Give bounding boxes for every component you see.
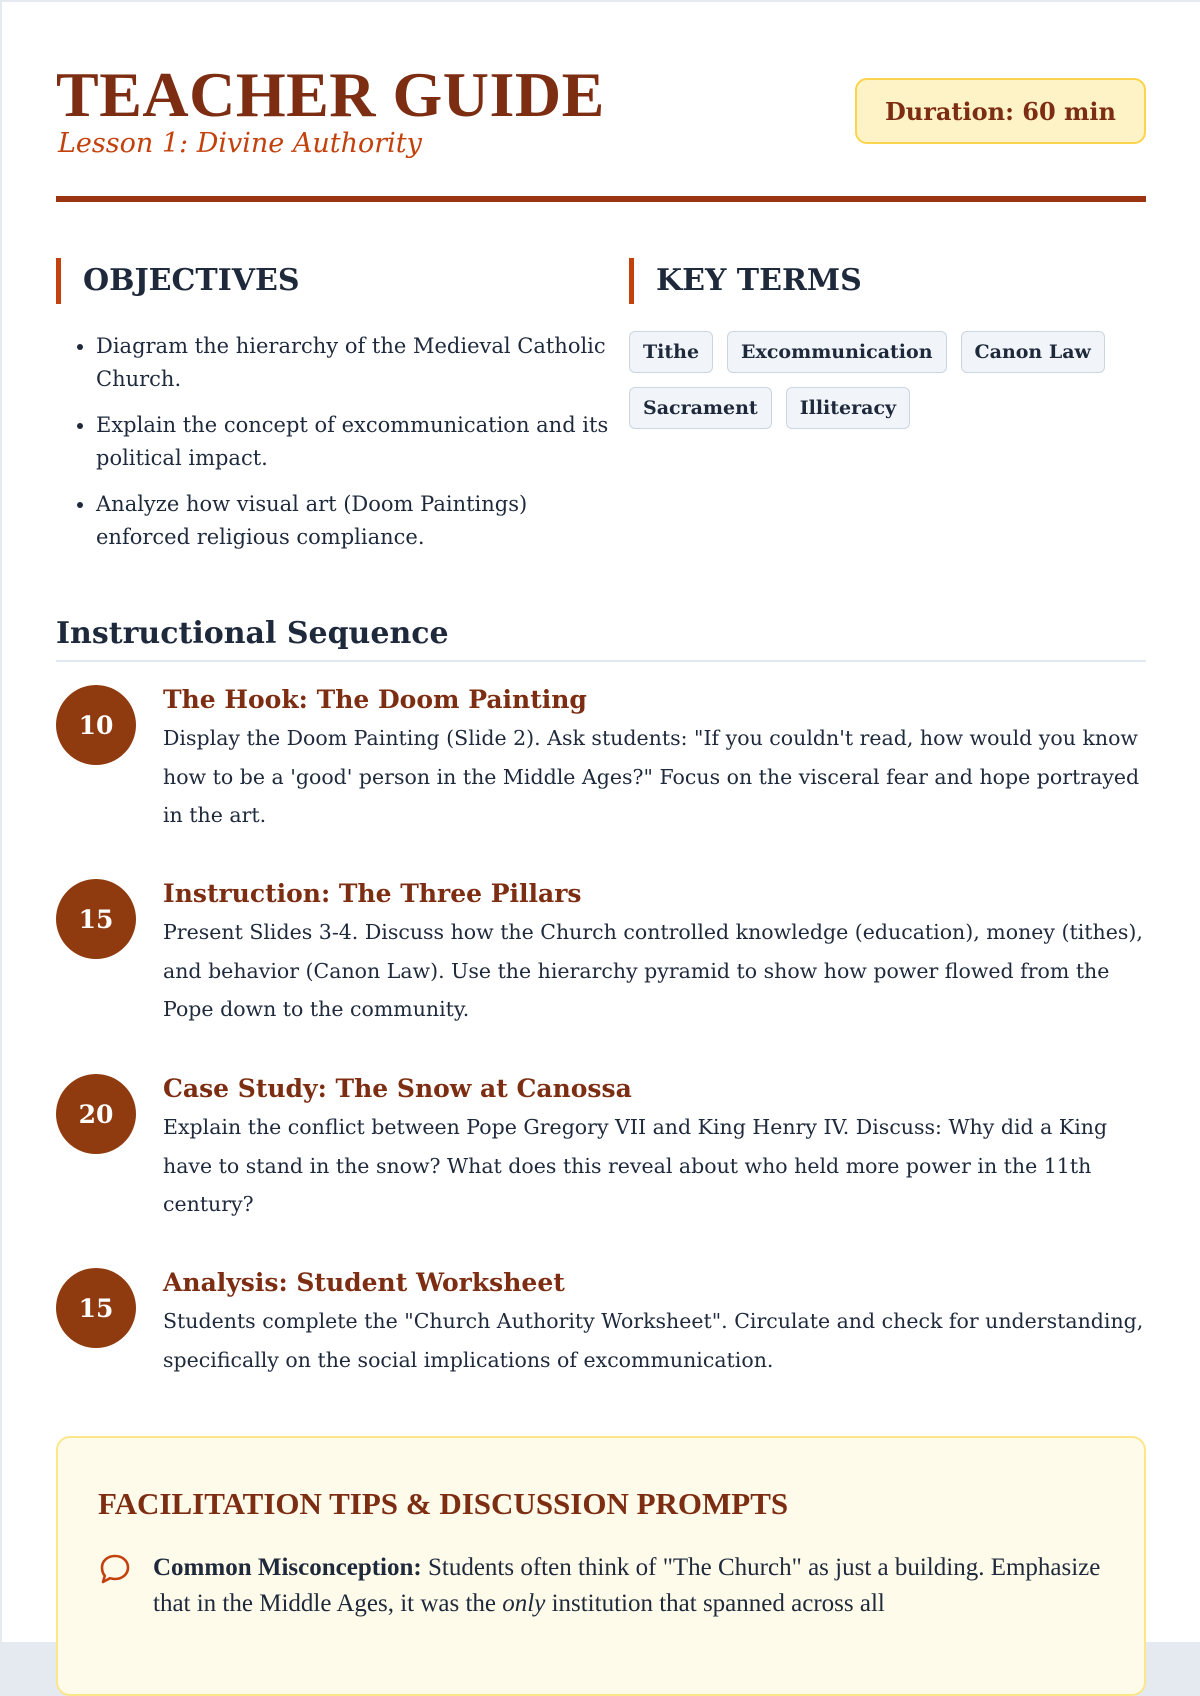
objectives-list	[66, 330, 616, 567]
step-minutes-badge: 10	[56, 685, 136, 765]
teacher-guide-page	[2, 2, 1200, 1642]
objective-item: • Diagram the hierarchy of the Medieval Catholic Church.	[96, 330, 616, 396]
tip-body: Students often think of "The Church" as just a building. Emphasize that in the Middle Ages, it was the	[153, 1554, 1101, 1617]
speech-bubble-icon	[98, 1552, 132, 1586]
tip-emphasis: only	[502, 1590, 546, 1617]
key-term-tag: Excommunication	[727, 331, 946, 373]
tip-text	[153, 1550, 1108, 1622]
lesson-subtitle: Lesson 1: Divine Authority	[58, 128, 422, 159]
page-title: TEACHER GUIDE	[56, 59, 605, 130]
sequence-heading: Instructional Sequence	[56, 614, 1146, 662]
facilitation-tips-box	[56, 1436, 1146, 1696]
key-terms-heading: KEY TERMS	[629, 258, 862, 304]
duration-badge: Duration: 60 min	[855, 78, 1146, 144]
key-term-tag: Canon Law	[961, 331, 1105, 373]
step-text: Present Slides 3-4. Discuss how the Church controlled knowledge (education), money (tithes), and behavior (Canon Law). Use the hierarchy pyramid to show how power flowed from the Pope down to the community.	[163, 920, 1143, 1021]
tip-label: Common Misconception:	[153, 1554, 422, 1581]
objective-item: • Analyze how visual art (Doom Paintings) enforced religious compliance.	[96, 488, 616, 554]
step-title: Analysis: Student Worksheet	[163, 1268, 565, 1297]
key-term-tag: Sacrament	[629, 387, 772, 429]
key-term-tag: Illiteracy	[786, 387, 910, 429]
step-text: Display the Doom Painting (Slide 2). Ask students: "If you couldn't read, how would you know how to be a 'good' person in the Middle Ages?" Focus on the visceral fear and hope portrayed in the art.	[163, 726, 1140, 827]
tips-heading: FACILITATION TIPS & DISCUSSION PROMPTS	[98, 1486, 789, 1521]
objective-item: • Explain the concept of excommunication and its political impact.	[96, 409, 616, 475]
key-term-tag: Tithe	[629, 331, 713, 373]
key-terms-list	[629, 331, 1149, 429]
step-minutes-badge: 15	[56, 1268, 136, 1348]
step-minutes-badge: 15	[56, 879, 136, 959]
tip-body-cont: institution that spanned across all	[545, 1590, 885, 1617]
step-minutes-badge: 20	[56, 1074, 136, 1154]
header-divider	[56, 196, 1146, 202]
step-title: Case Study: The Snow at Canossa	[163, 1074, 632, 1103]
step-text: Explain the conflict between Pope Gregory VII and King Henry IV. Discuss: Why did a King have to stand in the snow? What does this reveal about who held more power in the 11th century?	[163, 1115, 1108, 1216]
step-title: Instruction: The Three Pillars	[163, 879, 582, 908]
step-text: Students complete the "Church Authority Worksheet". Circulate and check for understanding, specifically on the social implications of excommunication.	[163, 1309, 1144, 1372]
objectives-heading: OBJECTIVES	[56, 258, 300, 304]
step-title: The Hook: The Doom Painting	[163, 685, 587, 714]
